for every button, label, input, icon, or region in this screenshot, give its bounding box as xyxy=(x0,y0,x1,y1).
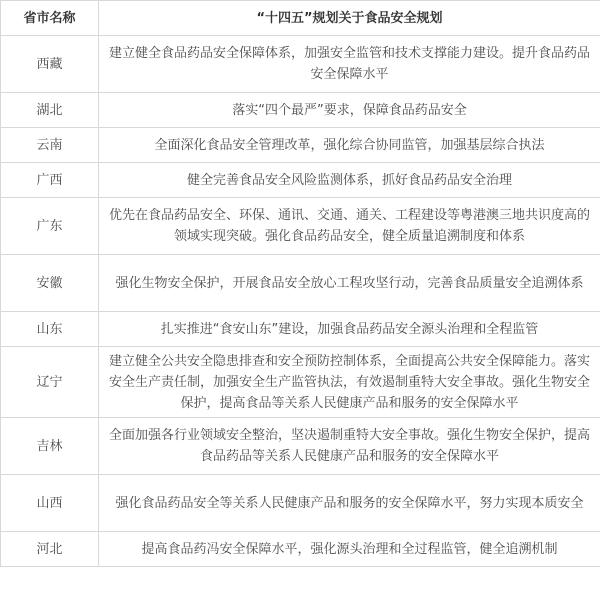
plan-cell: 提高食品药冯安全保障水平，强化源头治理和全过程监管，健全追溯机制 xyxy=(99,532,600,567)
plan-cell: 优先在食品药品安全、环保、通讯、交通、通关、工程建设等粤港澳三地共识度高的领域实现突破。强化食品药品安全，健全质量追溯制度和体系 xyxy=(99,198,600,255)
plan-cell: 全面深化食品安全管理改革，强化综合协同监管，加强基层综合执法 xyxy=(99,128,600,163)
column-header-plan: “十四五”规划关于食品安全规划 xyxy=(99,1,600,36)
table-row xyxy=(1,198,600,255)
column-header-province: 省市名称 xyxy=(1,1,99,36)
province-cell: 云南 xyxy=(1,128,99,163)
plan-cell: 健全完善食品安全风险监测体系，抓好食品药品安全治理 xyxy=(99,163,600,198)
table-row xyxy=(1,532,600,567)
table-row xyxy=(1,347,600,418)
plan-cell: 强化食品药品安全等关系人民健康产品和服务的安全保障水平，努力实现本质安全 xyxy=(99,475,600,532)
province-cell: 西藏 xyxy=(1,36,99,93)
plan-cell: 全面加强各行业领域安全整治，坚决遏制重特大安全事故。强化生物安全保护，提高食品药品等关系人民健康产品和服务的安全保障水平 xyxy=(99,418,600,475)
province-cell: 吉林 xyxy=(1,418,99,475)
province-cell: 山西 xyxy=(1,475,99,532)
plan-cell: 落实“四个最严”要求，保障食品药品安全 xyxy=(99,93,600,128)
province-cell: 安徽 xyxy=(1,255,99,312)
province-cell: 广西 xyxy=(1,163,99,198)
plan-cell: 扎实推进“食安山东”建设，加强食品药品安全源头治理和全程监管 xyxy=(99,312,600,347)
table-row xyxy=(1,93,600,128)
table-row xyxy=(1,418,600,475)
plan-cell: 建立健全食品药品安全保障体系，加强安全监管和技术支撑能力建设。提升食品药品安全保障水平 xyxy=(99,36,600,93)
province-cell: 湖北 xyxy=(1,93,99,128)
table-row xyxy=(1,128,600,163)
table-row xyxy=(1,312,600,347)
table-row xyxy=(1,255,600,312)
table-header-row xyxy=(1,1,600,36)
plan-cell: 强化生物安全保护，开展食品安全放心工程攻坚行动，完善食品质量安全追溯体系 xyxy=(99,255,600,312)
province-cell: 广东 xyxy=(1,198,99,255)
table-row xyxy=(1,36,600,93)
province-cell: 辽宁 xyxy=(1,347,99,418)
table-row xyxy=(1,475,600,532)
plan-cell: 建立健全公共安全隐患排查和安全预防控制体系，全面提高公共安全保障能力。落实安全生产责任制，加强安全生产监管执法，有效遏制重特大安全事故。强化生物安全保护，提高食品等关系人民健康产品和服务的安全保障水平 xyxy=(99,347,600,418)
table-row xyxy=(1,163,600,198)
province-cell: 山东 xyxy=(1,312,99,347)
province-cell: 河北 xyxy=(1,532,99,567)
